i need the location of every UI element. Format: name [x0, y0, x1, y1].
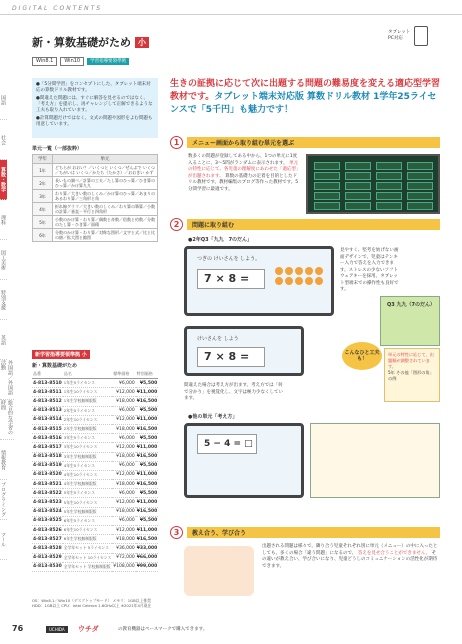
standard-price: ¥12,000 — [112, 526, 135, 535]
menu-unit-button — [345, 182, 371, 190]
special-price: ¥5,500 — [136, 516, 159, 525]
product-name: 6年生5ライセンス — [63, 516, 112, 525]
spec-footnote: OS：Win8.1／Win10（デスクトップモード） メモリ：1GB以上推奨 HDD：1GB以上 CPU：Intel Celeron 1.6GHz以上 ※2021年4月現在 — [32, 598, 152, 608]
product-code: 4-813-8517 — [32, 443, 63, 452]
standard-price: ¥6,000 — [112, 406, 135, 415]
product-code: 4-813-8522 — [32, 489, 63, 498]
footer-note: の教育機器はペースマークで購入できます。 — [118, 627, 208, 632]
product-name: 6年生10ライセンス — [63, 526, 112, 535]
section-number: 3 — [170, 526, 183, 539]
special-price: ¥11,000 — [136, 498, 159, 507]
sku-header-cell: 品番 — [32, 370, 63, 379]
table-row — [33, 203, 158, 216]
section-1-text-red: 単元の特性に応じて、各児童の理解度にあわせた「適応型」が出題されます。 — [188, 160, 299, 179]
keypad-key — [295, 277, 303, 285]
table-row — [33, 164, 158, 177]
sku-header-cell: 特別価格 — [136, 370, 159, 379]
table-row — [32, 480, 158, 489]
tablet-tag-line1: タブレット — [388, 30, 411, 35]
menu-unit-button — [314, 192, 340, 200]
unit-table — [32, 154, 158, 242]
keypad-key — [295, 267, 303, 275]
title-row — [32, 34, 149, 50]
feature-item: ●「5分間学習」をコンセプトにした、タブレット端末対応の算数ドリル教材です。 — [36, 82, 151, 93]
product-name: 5年生5ライセンス — [63, 489, 112, 498]
product-name: 4年生5ライセンス — [63, 461, 112, 470]
product-name: 4年生10ライセンス — [63, 470, 112, 479]
standard-price: ¥18,000 — [112, 424, 135, 433]
product-name: 3年生5ライセンス — [63, 434, 112, 443]
subject-tab: ツール — [0, 520, 7, 560]
product-code: 4-813-8524 — [32, 507, 63, 516]
product-code: 4-813-8514 — [32, 415, 63, 424]
product-code: 4-813-8510 — [32, 379, 63, 388]
tablet-screen-question — [184, 246, 334, 316]
keypad-key — [305, 267, 313, 275]
standard-price: ¥6,000 — [112, 516, 135, 525]
table-row — [32, 424, 158, 433]
product-code: 4-813-8528 — [32, 544, 63, 553]
standard-price: ¥12,000 — [112, 470, 135, 479]
standard-price: ¥12,000 — [112, 498, 135, 507]
special-price: ¥16,500 — [136, 397, 159, 406]
standard-price: ¥6,000 — [112, 379, 135, 388]
curriculum-note: 学習指導要領準拠 — [87, 58, 129, 65]
subject-tab: 特別支援 — [0, 280, 7, 320]
tip-box — [384, 348, 440, 402]
subject-tab: 算数・数学 — [0, 160, 7, 200]
unit-table-header: 単元 — [53, 155, 158, 164]
table-row — [32, 406, 158, 415]
tablet-caption: 見やすく、堅考を妨げない画面デザインで、児童はテンキー入力で答えを入力できます。ストレスの少ないソフトウェアキーを採用。タブレット型端末での操作性も良好です。 — [340, 248, 399, 292]
menu-unit-button — [407, 192, 433, 200]
menu-unit-button — [314, 202, 340, 210]
table-row — [32, 535, 158, 544]
menu-unit-button — [376, 192, 402, 200]
special-price: ¥16,500 — [136, 507, 159, 516]
product-code: 4-813-8523 — [32, 498, 63, 507]
top-bar — [0, 0, 462, 16]
unit-cell: 分数のかけ算・わり算／対称な図形／文字と式／比と比の値／拡大図と縮図 — [53, 229, 158, 242]
feature-item: ●間違えた問題には、すぐに解答を見せるのではなく、「考え方」を提示し、再チャレンジして正解できるような工夫も取り入れています。 — [36, 96, 153, 113]
special-price: ¥11,000 — [136, 388, 159, 397]
special-price: ¥11,000 — [136, 526, 159, 535]
menu-unit-button — [314, 172, 340, 180]
table-row — [32, 562, 158, 571]
product-code: 4-813-8530 — [32, 562, 63, 571]
tip-example: 5年 その他「図形の角」の例 — [388, 370, 434, 381]
table-row — [32, 461, 158, 470]
menu-unit-button — [345, 172, 371, 180]
feature-item: ●計算問題だけではなく、文式の問題や図形をよむ問題も用意しています。 — [36, 116, 153, 127]
product-code: 4-813-8521 — [32, 480, 63, 489]
section-1 — [170, 136, 440, 218]
section-3 — [170, 526, 440, 606]
tablet-icon — [414, 26, 428, 46]
subject-tab: 図工美術 — [0, 240, 7, 280]
sku-bar: 新学習指導要領準拠 小 — [32, 350, 90, 359]
standard-price: ¥6,000 — [112, 461, 135, 470]
sku-subtitle: 新・算数基礎がため — [32, 363, 78, 369]
grade-cell: 2年 — [33, 177, 53, 190]
os-tag-win81: Win8.1 — [32, 57, 57, 66]
product-name: 2年生10ライセンス — [63, 415, 112, 424]
special-price: ¥11,000 — [136, 470, 159, 479]
sku-header-cell: 標準価格 — [112, 370, 135, 379]
menu-unit-button — [407, 172, 433, 180]
tablet-tag-line2: PC対応 — [388, 36, 403, 41]
special-price: ¥66,000 — [136, 553, 159, 562]
product-code: 4-813-8511 — [32, 388, 63, 397]
os-tag-win10: Win10 — [60, 57, 84, 66]
keypad-key — [275, 267, 283, 275]
standard-price: ¥36,000 — [112, 544, 135, 553]
menu-unit-button — [345, 202, 371, 210]
section-2-header — [170, 218, 440, 231]
unit-cell: 折れ線グラフ／大きい数のしくみ／わり算の筆算／小数の計算／垂直・平行と四角形 — [53, 203, 158, 216]
special-price: ¥99,000 — [136, 562, 159, 571]
table-row — [32, 415, 158, 424]
hint-diagram — [310, 423, 440, 498]
menu-unit-button — [376, 172, 402, 180]
product-code: 4-813-8527 — [32, 535, 63, 544]
special-price: ¥5,500 — [136, 489, 159, 498]
product-name: 2年生学校無制限版 — [63, 424, 112, 433]
table-row — [33, 190, 158, 203]
special-price: ¥11,000 — [136, 443, 159, 452]
standard-price: ¥12,000 — [112, 443, 135, 452]
question-text: けいさんを しよう — [197, 336, 239, 342]
product-code: 4-813-8513 — [32, 406, 63, 415]
product-name: 6年生学校無制限版 — [63, 535, 112, 544]
table-row — [32, 516, 158, 525]
table-row — [32, 434, 158, 443]
sku-table — [32, 370, 158, 572]
answer-expression: 7 × 8 = — [197, 347, 265, 367]
grade-badge: 小 — [135, 37, 149, 48]
table-row — [32, 452, 158, 461]
subject-tab: 理科 — [0, 200, 7, 240]
section-1-text-b: 算数の基礎力の定着を目的としたドリル教材です。教材編集のブログ等作った教材です。5分間学習に最適です。 — [188, 173, 299, 192]
standard-price: ¥12,000 — [112, 388, 135, 397]
menu-unit-button — [376, 182, 402, 190]
green-screen-title: Q3 九九（7のだん） — [387, 302, 435, 308]
hint-caption: 間違えた場合は考え方が出ます。考え方では「何で分かり」を視覚化し、文字は極力少なくしています。 — [184, 383, 283, 401]
standard-price: ¥18,000 — [112, 535, 135, 544]
product-code: 4-813-8520 — [32, 470, 63, 479]
product-code: 4-813-8525 — [32, 516, 63, 525]
section-title: 問題に取り組む — [187, 219, 440, 230]
grade-cell: 4年 — [33, 203, 53, 216]
menu-unit-button — [407, 162, 433, 170]
grade-cell: 5年 — [33, 216, 53, 229]
special-price: ¥16,500 — [136, 480, 159, 489]
product-name: 1年生10ライセンス — [63, 388, 112, 397]
hint-screen — [184, 423, 304, 498]
standard-price: ¥6,000 — [112, 489, 135, 498]
menu-unit-button — [376, 162, 402, 170]
product-name: 4年生学校無制限版 — [63, 480, 112, 489]
standard-price: ¥18,000 — [112, 397, 135, 406]
numeric-keypad — [275, 267, 323, 285]
table-row — [32, 470, 158, 479]
table-row — [33, 216, 158, 229]
section-3-text-red: 答えを見せ合うことができません。 — [357, 550, 431, 556]
section-title: メニュー画面から取り組む単元を選ぶ — [187, 137, 440, 148]
table-row — [32, 379, 158, 388]
special-price: ¥5,500 — [136, 434, 159, 443]
product-code: 4-813-8529 — [32, 553, 63, 562]
section-3-text-a: 出題される問題は様々で、隣り合う児童それぞれ別に単元（メニュー）の中に入ったとしても、多くの場合「違う問題」になるので、 — [262, 544, 438, 556]
unit-table-header: 学年 — [33, 155, 53, 164]
grade-cell: 1年 — [33, 164, 53, 177]
table-row — [32, 544, 158, 553]
standard-price: ¥18,000 — [112, 480, 135, 489]
children-illustration — [184, 546, 254, 596]
section-2 — [170, 218, 440, 523]
unit-cell: 小数のかけ算・わり算／偶数と奇数／倍数と約数／分数のたし算・ひき算／面積 — [53, 216, 158, 229]
menu-unit-button — [314, 182, 340, 190]
tip-callout: こんなひと工夫も！ — [342, 342, 382, 370]
subject-tab: 英語 — [0, 320, 7, 360]
divider — [0, 14, 462, 15]
menu-unit-button — [407, 182, 433, 190]
product-code: 4-813-8526 — [32, 526, 63, 535]
sku-header — [32, 350, 158, 369]
example-label-2: ●他の単元「考え方」 — [188, 414, 238, 420]
table-row — [32, 553, 158, 562]
menu-unit-button — [376, 202, 402, 210]
standard-price: ¥72,000 — [112, 553, 135, 562]
product-name: 全学年セット 5ライセンス — [63, 544, 112, 553]
green-question-screen — [380, 296, 440, 346]
section-label: DIGITAL CONTENTS — [12, 5, 103, 12]
menu-unit-button — [314, 162, 340, 170]
page-footer — [0, 618, 462, 644]
product-name: 1年生学校無制限版 — [63, 397, 112, 406]
keypad-key — [315, 267, 323, 275]
subject-tab: 社会 — [0, 120, 7, 160]
menu-screenshot — [306, 154, 440, 214]
grade-cell: 6年 — [33, 229, 53, 242]
section-number: 2 — [170, 218, 183, 231]
special-price: ¥16,500 — [136, 535, 159, 544]
product-code: 4-813-8516 — [32, 434, 63, 443]
unit-cell: 長いもの調べ／計算の工夫／たし算のひっ算／ひき算のひっ算／かけ算九九 — [53, 177, 158, 190]
table-row — [32, 526, 158, 535]
page-title: 新・算数基礎がため — [32, 36, 131, 49]
subject-tab: 国語 — [0, 80, 7, 120]
os-row — [32, 57, 129, 66]
unit-table-title: 単元一覧（一部抜粋） — [32, 146, 83, 152]
special-price: ¥5,500 — [136, 461, 159, 470]
sku-header-cell: 品名 — [63, 370, 112, 379]
product-code: 4-813-8515 — [32, 424, 63, 433]
special-price: ¥16,500 — [136, 452, 159, 461]
special-price: ¥11,000 — [136, 415, 159, 424]
keypad-key — [285, 277, 293, 285]
product-name: 3年生学校無制限版 — [63, 452, 112, 461]
table-row — [32, 498, 158, 507]
question-text: つぎの けいさんを しよう。 — [197, 256, 261, 262]
product-name: 3年生10ライセンス — [63, 443, 112, 452]
menu-unit-button — [345, 192, 371, 200]
grade-cell: 3年 — [33, 190, 53, 203]
keypad-key — [275, 277, 283, 285]
standard-price: ¥12,000 — [112, 415, 135, 424]
product-code: 4-813-8512 — [32, 397, 63, 406]
keypad-key — [285, 267, 293, 275]
subject-tab: プログラミング — [0, 480, 7, 520]
product-code: 4-813-8518 — [32, 452, 63, 461]
section-3-header — [170, 526, 440, 539]
product-code: 4-813-8519 — [32, 461, 63, 470]
unit-cell: わり算／大きい数のしくみ／かけ算のひっ算／あまりのあるわり算／三角形と角 — [53, 190, 158, 203]
table-row — [32, 397, 158, 406]
standard-price: ¥18,000 — [112, 452, 135, 461]
headline-part1: 生きの証拠に応じて次に出題する問題の難易度を変える適応型学習教材です。 — [170, 79, 441, 102]
subject-index — [0, 80, 22, 600]
section-3-text-b: その違いが教え合い、学び合いになり、児童どうしのコミュニケーションの活性化が期待できます。 — [262, 550, 438, 569]
table-row — [33, 229, 158, 242]
product-name: 5年生学校無制限版 — [63, 507, 112, 516]
standard-price: ¥18,000 — [112, 507, 135, 516]
keypad-key — [305, 277, 313, 285]
answer-expression: 7 × 8 = — [197, 269, 265, 289]
subject-tab: 外国語／外国語活動 — [0, 360, 14, 400]
standard-price: ¥6,000 — [112, 434, 135, 443]
table-row — [33, 177, 158, 190]
table-row — [32, 388, 158, 397]
product-name: 2年生5ライセンス — [63, 406, 112, 415]
headline — [170, 78, 440, 117]
keypad-key — [315, 277, 323, 285]
hint-expression: 5 − 4 = □ — [197, 434, 257, 454]
standard-price: ¥108,000 — [112, 562, 135, 571]
table-row — [32, 507, 158, 516]
product-name: 全学年セット 10ライセンス — [63, 553, 112, 562]
section-1-text-a: 数多くの問題が登録してある中から、1つの単元に1度入ることに、3〜5問がランダムに表示されます。 — [188, 154, 298, 166]
headline-part2: タブレット端末対応版 算数ドリル教材 1学年25ライセンスで「5千円」も魅力です！ — [170, 92, 437, 115]
special-price: ¥5,500 — [136, 406, 159, 415]
brand-box: UCHIDA — [46, 626, 68, 633]
example-label: ●2年Q3「九九 7のだん」 — [188, 237, 253, 243]
product-name: 5年生10ライセンス — [63, 498, 112, 507]
menu-unit-button — [345, 162, 371, 170]
unit-cell: どちらが おおい？／いくつと いくつ／ぜんぶで いくつ／ちがいは いくつ／かたち（たかさ）／おおきい かず — [53, 164, 158, 177]
section-1-header — [170, 136, 440, 149]
table-row — [32, 489, 158, 498]
section-number: 1 — [170, 136, 183, 149]
tablet-screen-answer — [184, 326, 304, 376]
subject-tab: 総合的な学習の時間 — [0, 400, 14, 440]
section-1-text — [188, 154, 300, 193]
feature-box — [32, 78, 158, 138]
page-number: 76 — [12, 624, 24, 633]
subject-tab: 情報教育 — [0, 440, 7, 480]
product-name: 全学年セット 学校無制限版 — [63, 562, 112, 571]
table-row — [32, 443, 158, 452]
section-3-text — [262, 544, 438, 570]
brand-logo: ウチダ — [78, 625, 99, 633]
special-price: ¥33,000 — [136, 544, 159, 553]
special-price: ¥16,500 — [136, 424, 159, 433]
product-name: 1年生5ライセンス — [63, 379, 112, 388]
tip-text: 単元の特性に応じて、出題順が調整されています。 — [388, 352, 434, 369]
section-title: 教え合う、学び合う — [187, 527, 440, 538]
menu-unit-button — [407, 202, 433, 210]
special-price: ¥5,500 — [136, 379, 159, 388]
